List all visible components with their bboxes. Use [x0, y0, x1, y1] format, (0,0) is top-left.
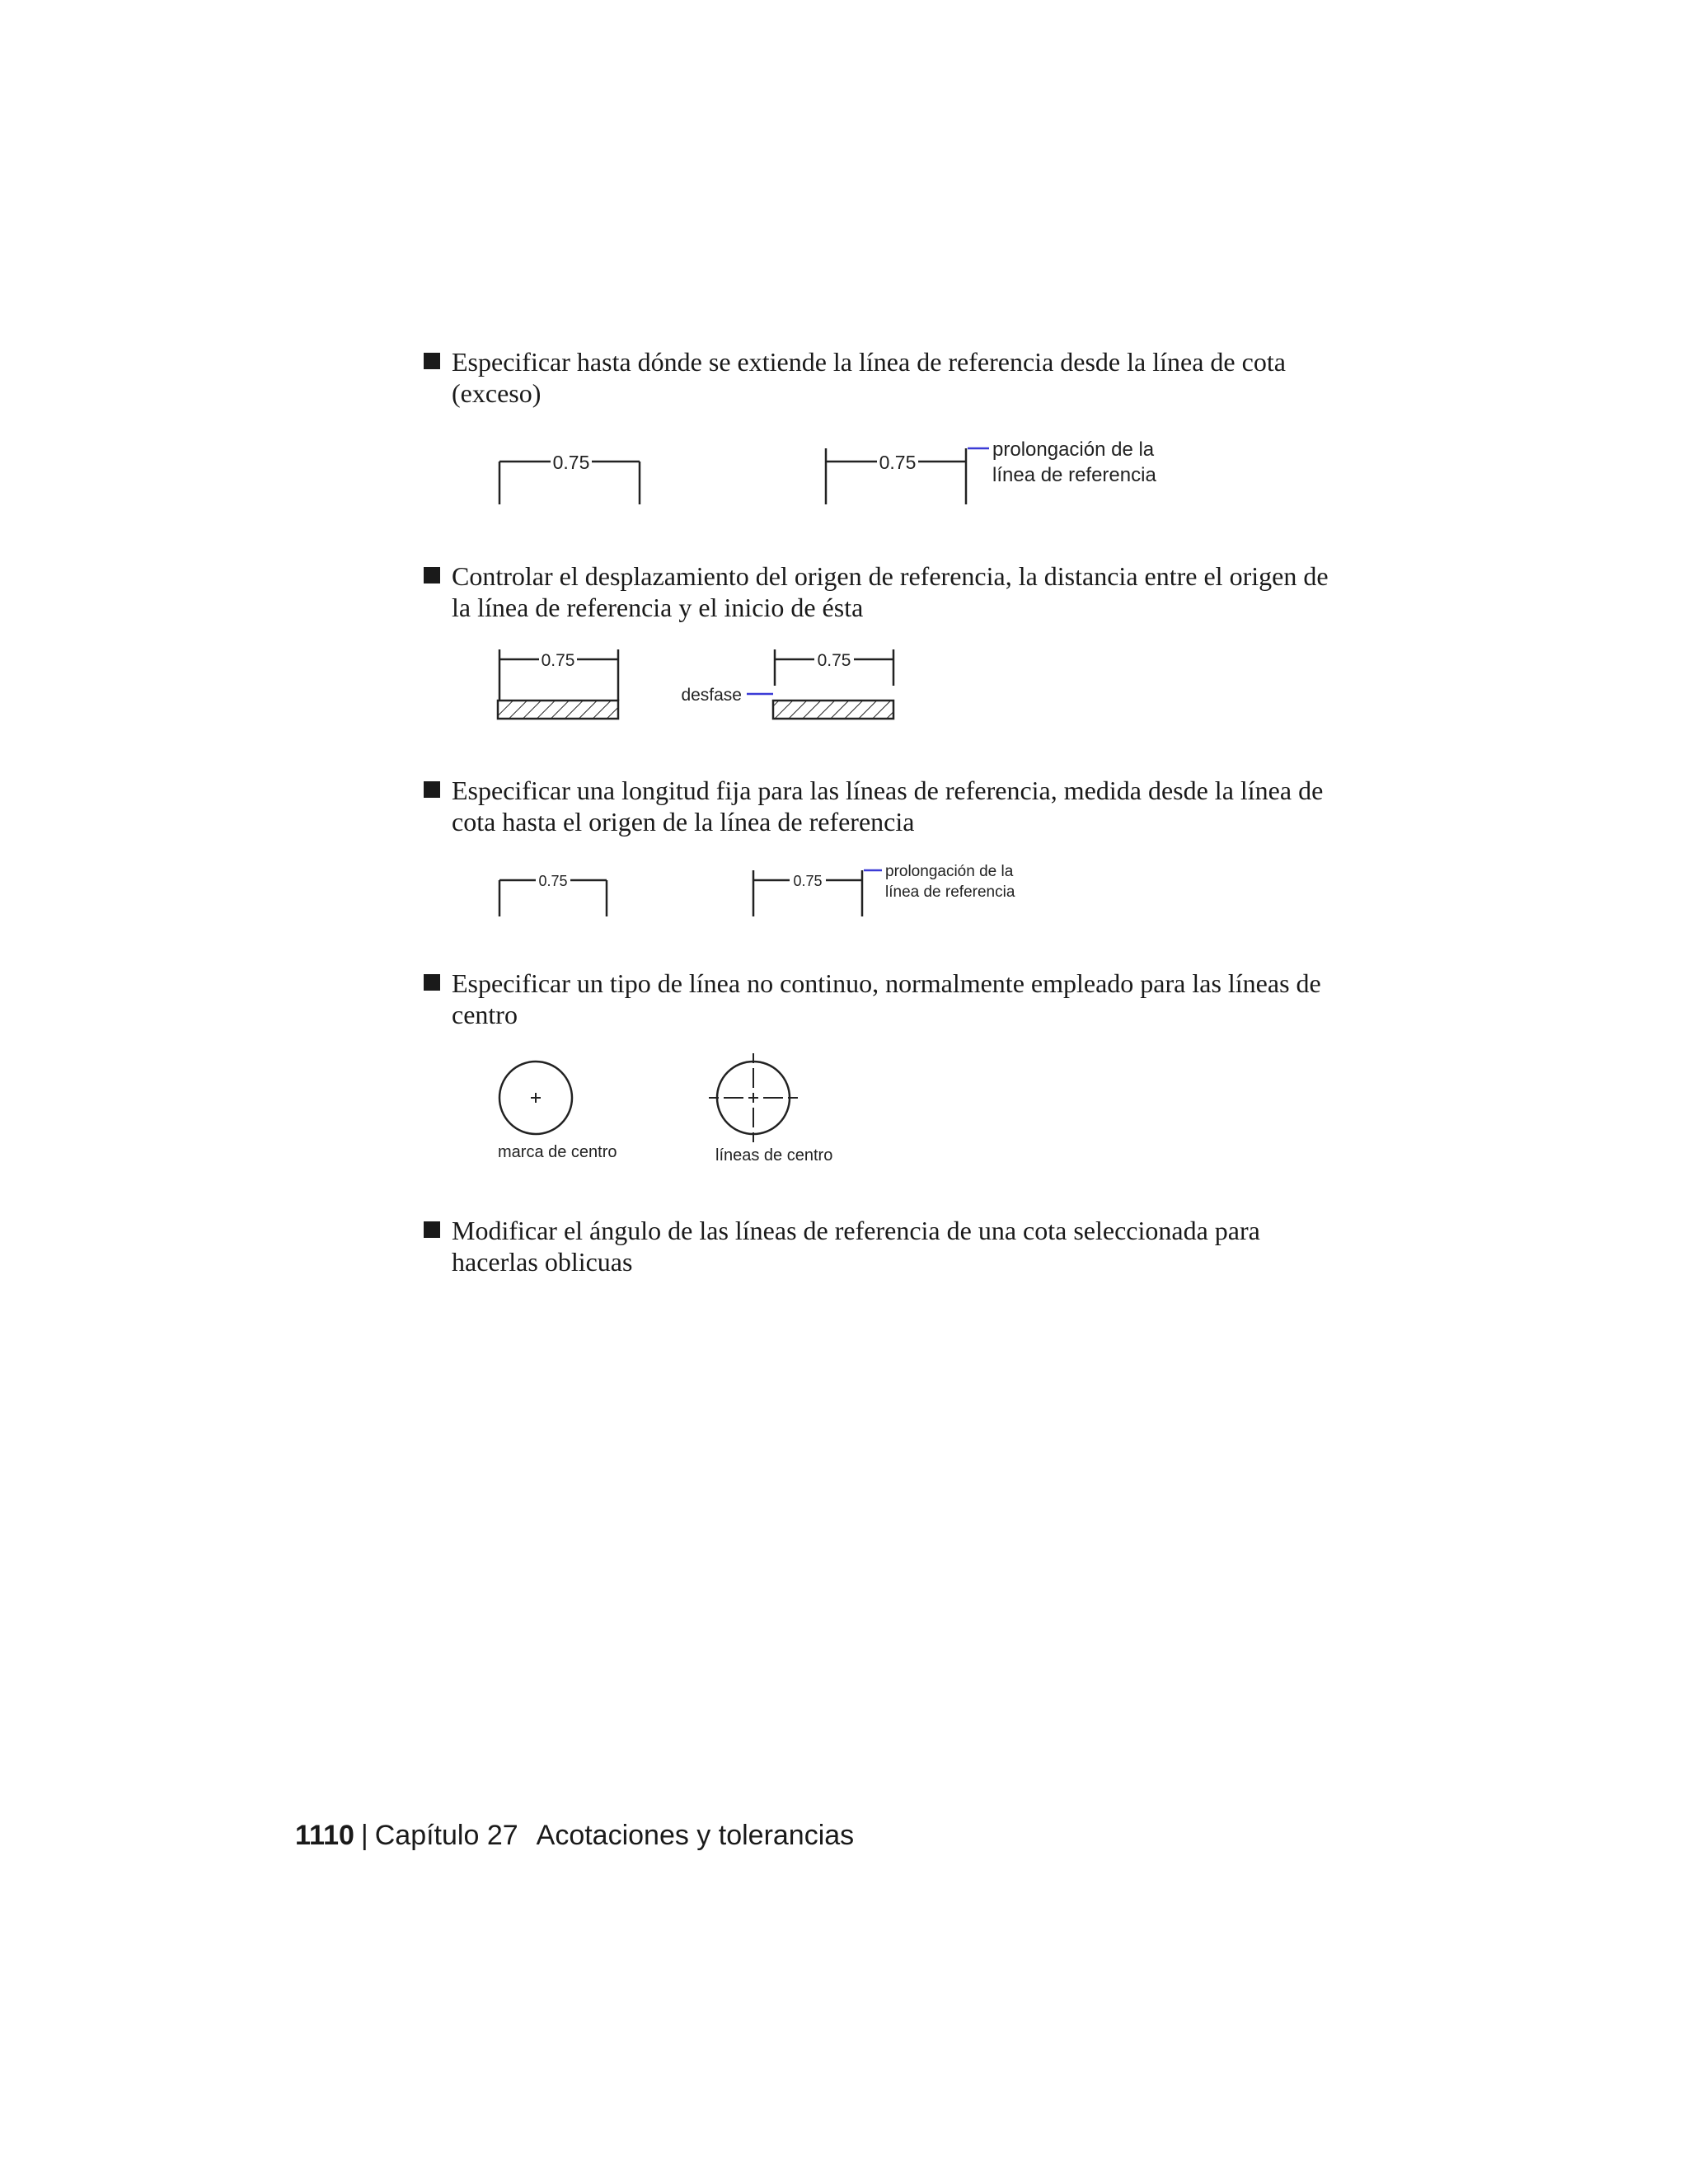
dim-text: 0.75	[817, 651, 851, 670]
bullet-square	[424, 353, 440, 369]
figure-center-marks	[486, 1047, 865, 1179]
list-item	[452, 560, 1342, 623]
extension-label-line1: prolongación de la	[992, 438, 1155, 461]
extension-label-line2: línea de referencia	[992, 464, 1156, 486]
footer-separator: |	[360, 1820, 368, 1851]
bullet-square	[424, 974, 440, 991]
page-number: 1110	[295, 1820, 354, 1851]
page-footer	[295, 1820, 854, 1852]
bullet-square	[424, 567, 440, 583]
bullet-square	[424, 781, 440, 798]
dim-text: 0.75	[552, 452, 590, 473]
bullet-square	[424, 1221, 440, 1238]
list-item-text: Especificar hasta dónde se extiende la línea de referencia desde la línea de cota (exceso)	[452, 347, 1286, 408]
list-item	[452, 1215, 1342, 1277]
extension-label-line2: línea de referencia	[885, 883, 1015, 901]
dim-text: 0.75	[793, 873, 823, 889]
list-item-text: Controlar el desplazamiento del origen de referencia, la distancia entre el origen de la línea de referencia y el inicio de ésta	[452, 561, 1329, 622]
list-item-text: Modificar el ángulo de las líneas de referencia de una cota seleccionada para hacerlas oblicuas	[452, 1216, 1260, 1277]
center-lines-label: líneas de centro	[715, 1146, 833, 1165]
list-item-text: Especificar una longitud fija para las líneas de referencia, medida desde la línea de cota hasta el origen de la línea de referencia	[452, 776, 1324, 837]
hatched-part	[498, 701, 618, 719]
chapter-number: Capítulo 27	[374, 1820, 518, 1851]
list-item	[452, 968, 1342, 1030]
list-item	[452, 346, 1342, 409]
list-item	[452, 775, 1342, 837]
dim-text: 0.75	[879, 452, 917, 473]
list-item-text: Especificar un tipo de línea no continuo, normalmente empleado para las líneas de centro	[452, 968, 1321, 1029]
offset-label: desfase	[681, 686, 742, 705]
extension-label-line1: prolongación de la	[885, 863, 1014, 880]
dim-text: 0.75	[538, 873, 568, 889]
figure-origin-offset	[486, 643, 1080, 725]
figure-extension-excess	[486, 429, 1195, 511]
chapter-title: Acotaciones y tolerancias	[536, 1820, 855, 1851]
hatched-part	[773, 701, 893, 719]
dim-text: 0.75	[541, 651, 575, 670]
figure-fixed-length	[486, 857, 1080, 923]
center-mark-label: marca de centro	[498, 1143, 617, 1161]
